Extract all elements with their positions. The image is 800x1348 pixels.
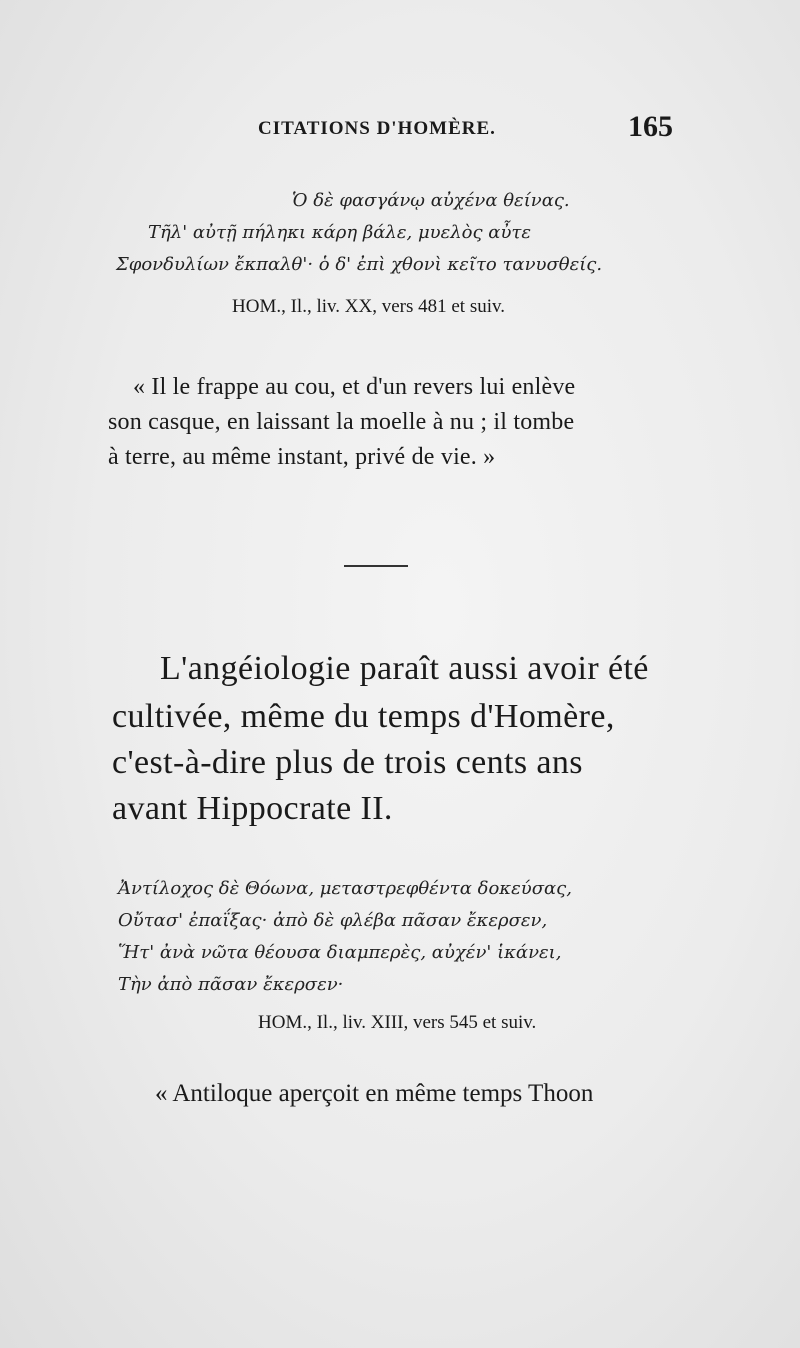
greek-verse-line: Σφονδυλίων ἔκπαλθ'· ὁ δ' ἐπὶ χθονὶ κεῖτο τανυσθείς. — [116, 254, 603, 275]
section-divider — [344, 565, 408, 567]
paragraph-line: avant Hippocrate II. — [112, 790, 393, 827]
paragraph-line: c'est-à-dire plus de trois cents ans — [112, 744, 583, 781]
greek-verse-line: Τῆλ' αὐτῇ πήληκι κάρη βάλε, μυελὸς αὖτε — [148, 222, 532, 243]
translation-line: à terre, au même instant, privé de vie. » — [108, 444, 496, 470]
translation-line: son casque, en laissant la moelle à nu ; il tombe — [108, 409, 575, 435]
homer-citation: HOM., Il., liv. XIII, vers 545 et suiv. — [258, 1012, 537, 1033]
paragraph-line: L'angéiologie paraît aussi avoir été — [160, 650, 649, 687]
running-header: CITATIONS D'HOMÈRE. — [258, 118, 496, 139]
homer-citation: HOM., Il., liv. XX, vers 481 et suiv. — [232, 296, 506, 317]
greek-verse-line: Οὔτασ' ἐπαΐξας· ἀπὸ δὲ φλέβα πᾶσαν ἔκερσεν, — [118, 910, 548, 931]
greek-verse-line: Ἥτ' ἀνὰ νῶτα θέουσα διαμπερὲς, αὐχέν' ἱκάνει, — [118, 942, 562, 963]
greek-verse-line: Ἀντίλοχος δὲ Θόωνα, μεταστρεφθέντα δοκεύσας, — [118, 878, 572, 899]
translation-line: « Il le frappe au cou, et d'un revers lui enlève — [133, 374, 576, 400]
translation-line: « Antiloque aperçoit en même temps Thoon — [155, 1080, 594, 1107]
page-number: 165 — [628, 110, 673, 143]
greek-verse-line: Ὁ δὲ φασγάνῳ αὐχένα θείνας. — [292, 190, 570, 211]
paragraph-line: cultivée, même du temps d'Homère, — [112, 698, 615, 735]
greek-verse-line: Τὴν ἀπὸ πᾶσαν ἔκερσεν· — [118, 974, 344, 995]
